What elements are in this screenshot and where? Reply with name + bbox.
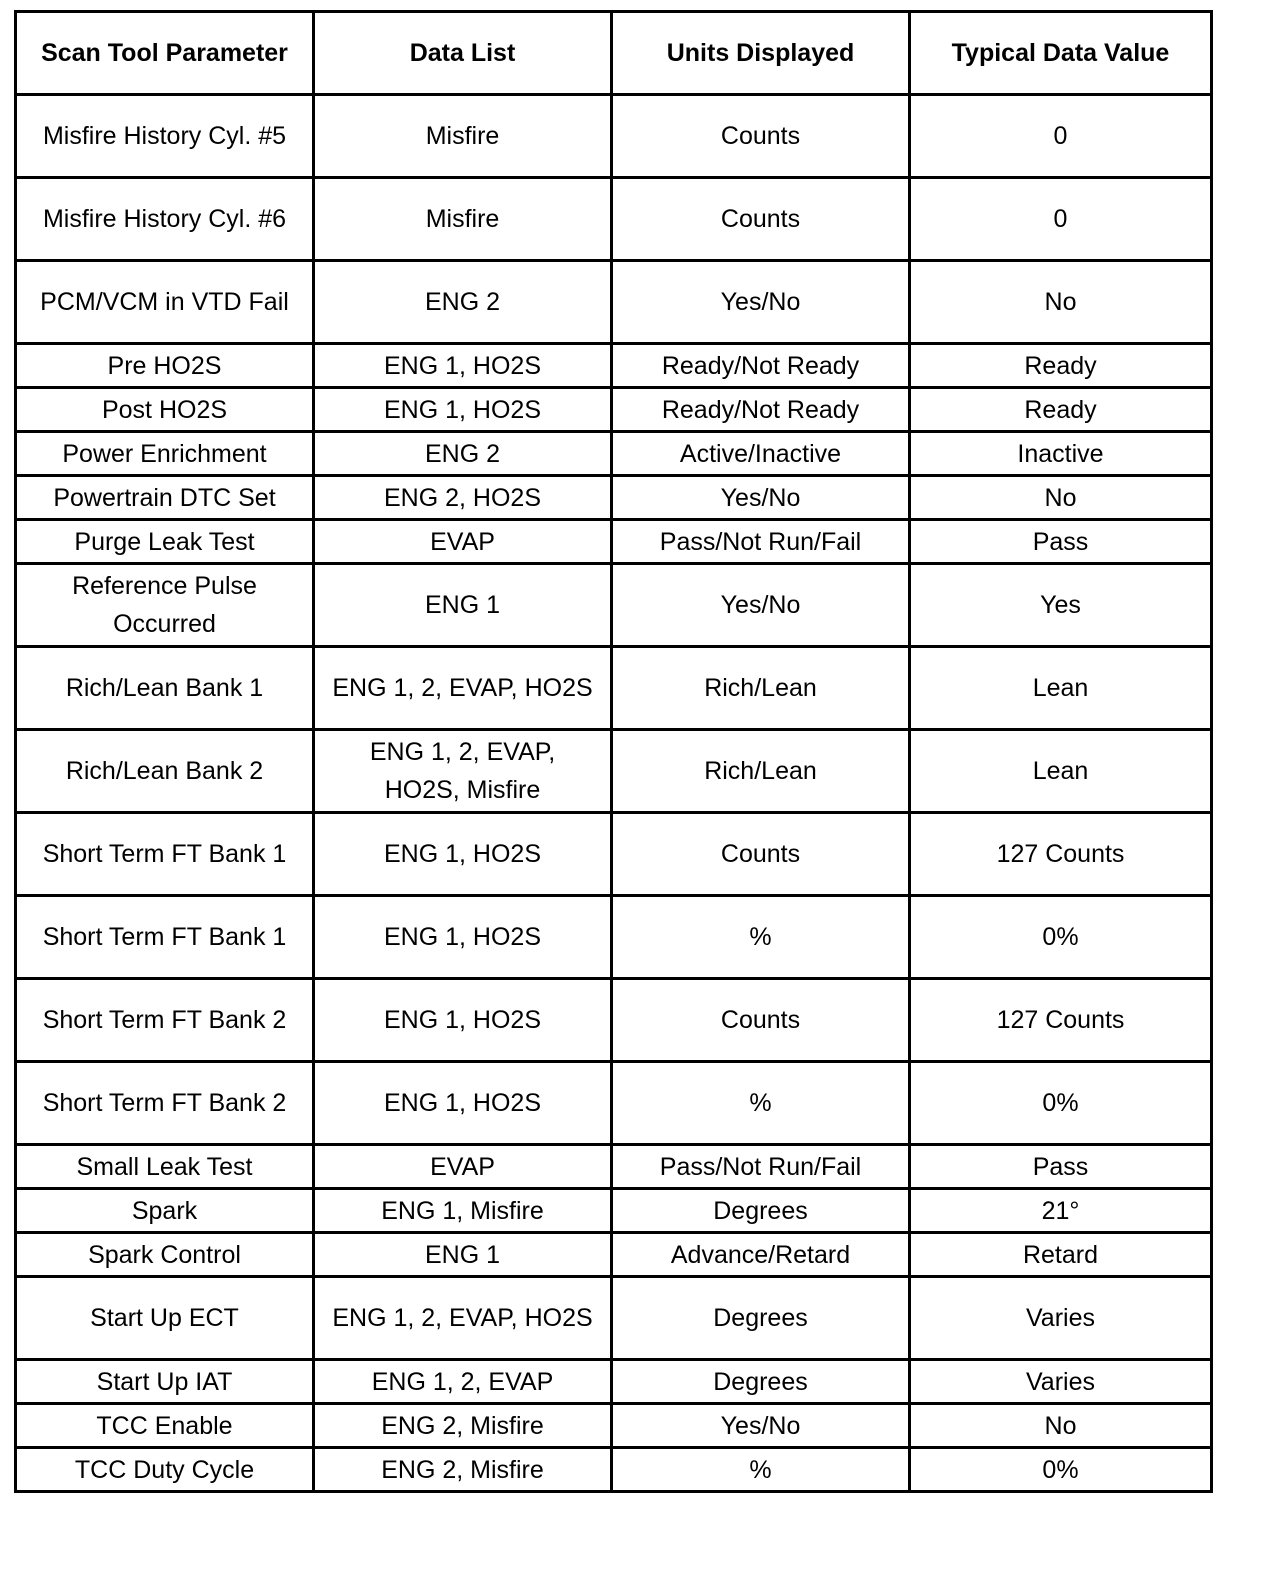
cell-units: Ready/Not Ready [612,388,910,432]
cell-data-list: EVAP [314,1145,612,1189]
table-header-row [16,12,1212,95]
cell-units: Counts [612,979,910,1062]
cell-parameter: Post HO2S [16,388,314,432]
cell-data-list: ENG 1, HO2S [314,1062,612,1145]
cell-typical-value: Lean [910,647,1212,730]
cell-parameter: Start Up ECT [16,1277,314,1360]
cell-typical-value: No [910,1404,1212,1448]
cell-units: Rich/Lean [612,730,910,813]
table-row [16,388,1212,432]
cell-typical-value: 0 [910,95,1212,178]
cell-data-list: ENG 1, HO2S [314,896,612,979]
cell-typical-value: Ready [910,388,1212,432]
document-page [14,10,1210,1493]
cell-typical-value: No [910,476,1212,520]
table-row [16,344,1212,388]
cell-typical-value: Lean [910,730,1212,813]
scan-tool-data-table [14,10,1213,1493]
header-data-list: Data List [314,12,612,95]
table-row [16,520,1212,564]
cell-typical-value: Inactive [910,432,1212,476]
table-row [16,1360,1212,1404]
cell-typical-value: 21° [910,1189,1212,1233]
cell-typical-value: 0% [910,1448,1212,1492]
cell-typical-value: 127 Counts [910,813,1212,896]
cell-parameter: Rich/Lean Bank 2 [16,730,314,813]
cell-units: Rich/Lean [612,647,910,730]
cell-typical-value: 0% [910,1062,1212,1145]
cell-units: Counts [612,95,910,178]
cell-typical-value: Yes [910,564,1212,647]
cell-units: Degrees [612,1360,910,1404]
cell-units: % [612,1062,910,1145]
table-row [16,1189,1212,1233]
cell-units: Counts [612,813,910,896]
cell-units: Degrees [612,1277,910,1360]
cell-data-list: ENG 2, HO2S [314,476,612,520]
cell-parameter: Misfire History Cyl. #5 [16,95,314,178]
cell-units: Yes/No [612,261,910,344]
cell-parameter: Short Term FT Bank 2 [16,979,314,1062]
table-row [16,1448,1212,1492]
cell-data-list: ENG 1, 2, EVAP, HO2S [314,647,612,730]
cell-parameter: Purge Leak Test [16,520,314,564]
table-row [16,979,1212,1062]
cell-data-list: ENG 2 [314,261,612,344]
cell-data-list: ENG 1, 2, EVAP, HO2S, Misfire [314,730,612,813]
header-scan-tool-parameter: Scan Tool Parameter [16,12,314,95]
header-typical-data-value: Typical Data Value [910,12,1212,95]
table-row [16,432,1212,476]
cell-data-list: Misfire [314,178,612,261]
cell-units: Pass/Not Run/Fail [612,1145,910,1189]
cell-parameter: TCC Enable [16,1404,314,1448]
cell-parameter: PCM/VCM in VTD Fail [16,261,314,344]
cell-parameter: Spark [16,1189,314,1233]
table-row [16,1062,1212,1145]
table-row [16,896,1212,979]
table-row [16,476,1212,520]
cell-parameter: TCC Duty Cycle [16,1448,314,1492]
cell-parameter: Spark Control [16,1233,314,1277]
cell-units: Active/Inactive [612,432,910,476]
cell-units: Ready/Not Ready [612,344,910,388]
cell-parameter: Small Leak Test [16,1145,314,1189]
cell-parameter: Reference Pulse Occurred [16,564,314,647]
cell-units: % [612,896,910,979]
cell-data-list: ENG 2, Misfire [314,1448,612,1492]
cell-parameter: Short Term FT Bank 1 [16,896,314,979]
cell-parameter: Power Enrichment [16,432,314,476]
cell-units: Pass/Not Run/Fail [612,520,910,564]
cell-typical-value: Pass [910,1145,1212,1189]
cell-data-list: ENG 1, 2, EVAP, HO2S [314,1277,612,1360]
cell-parameter: Rich/Lean Bank 1 [16,647,314,730]
cell-typical-value: Ready [910,344,1212,388]
cell-data-list: ENG 1, Misfire [314,1189,612,1233]
cell-data-list: ENG 1, HO2S [314,979,612,1062]
cell-parameter: Misfire History Cyl. #6 [16,178,314,261]
cell-parameter: Short Term FT Bank 1 [16,813,314,896]
cell-typical-value: 127 Counts [910,979,1212,1062]
cell-parameter: Short Term FT Bank 2 [16,1062,314,1145]
cell-typical-value: Retard [910,1233,1212,1277]
cell-parameter: Start Up IAT [16,1360,314,1404]
cell-data-list: ENG 1 [314,1233,612,1277]
table-row [16,647,1212,730]
table-row [16,1277,1212,1360]
cell-data-list: ENG 1 [314,564,612,647]
table-row [16,261,1212,344]
table-row [16,1233,1212,1277]
cell-data-list: ENG 1, HO2S [314,813,612,896]
cell-data-list: ENG 1, HO2S [314,344,612,388]
cell-parameter: Powertrain DTC Set [16,476,314,520]
table-row [16,813,1212,896]
table-row [16,1145,1212,1189]
cell-data-list: ENG 1, HO2S [314,388,612,432]
table-row [16,95,1212,178]
table-row [16,1404,1212,1448]
cell-units: Degrees [612,1189,910,1233]
header-units-displayed: Units Displayed [612,12,910,95]
cell-units: % [612,1448,910,1492]
cell-typical-value: Varies [910,1277,1212,1360]
cell-typical-value: Varies [910,1360,1212,1404]
table-row [16,730,1212,813]
cell-typical-value: No [910,261,1212,344]
table-row [16,178,1212,261]
cell-units: Counts [612,178,910,261]
cell-units: Yes/No [612,1404,910,1448]
cell-typical-value: Pass [910,520,1212,564]
cell-units: Advance/Retard [612,1233,910,1277]
cell-data-list: EVAP [314,520,612,564]
cell-data-list: Misfire [314,95,612,178]
cell-data-list: ENG 2 [314,432,612,476]
cell-data-list: ENG 2, Misfire [314,1404,612,1448]
cell-units: Yes/No [612,564,910,647]
cell-parameter: Pre HO2S [16,344,314,388]
cell-typical-value: 0 [910,178,1212,261]
table-row [16,564,1212,647]
cell-units: Yes/No [612,476,910,520]
cell-typical-value: 0% [910,896,1212,979]
cell-data-list: ENG 1, 2, EVAP [314,1360,612,1404]
